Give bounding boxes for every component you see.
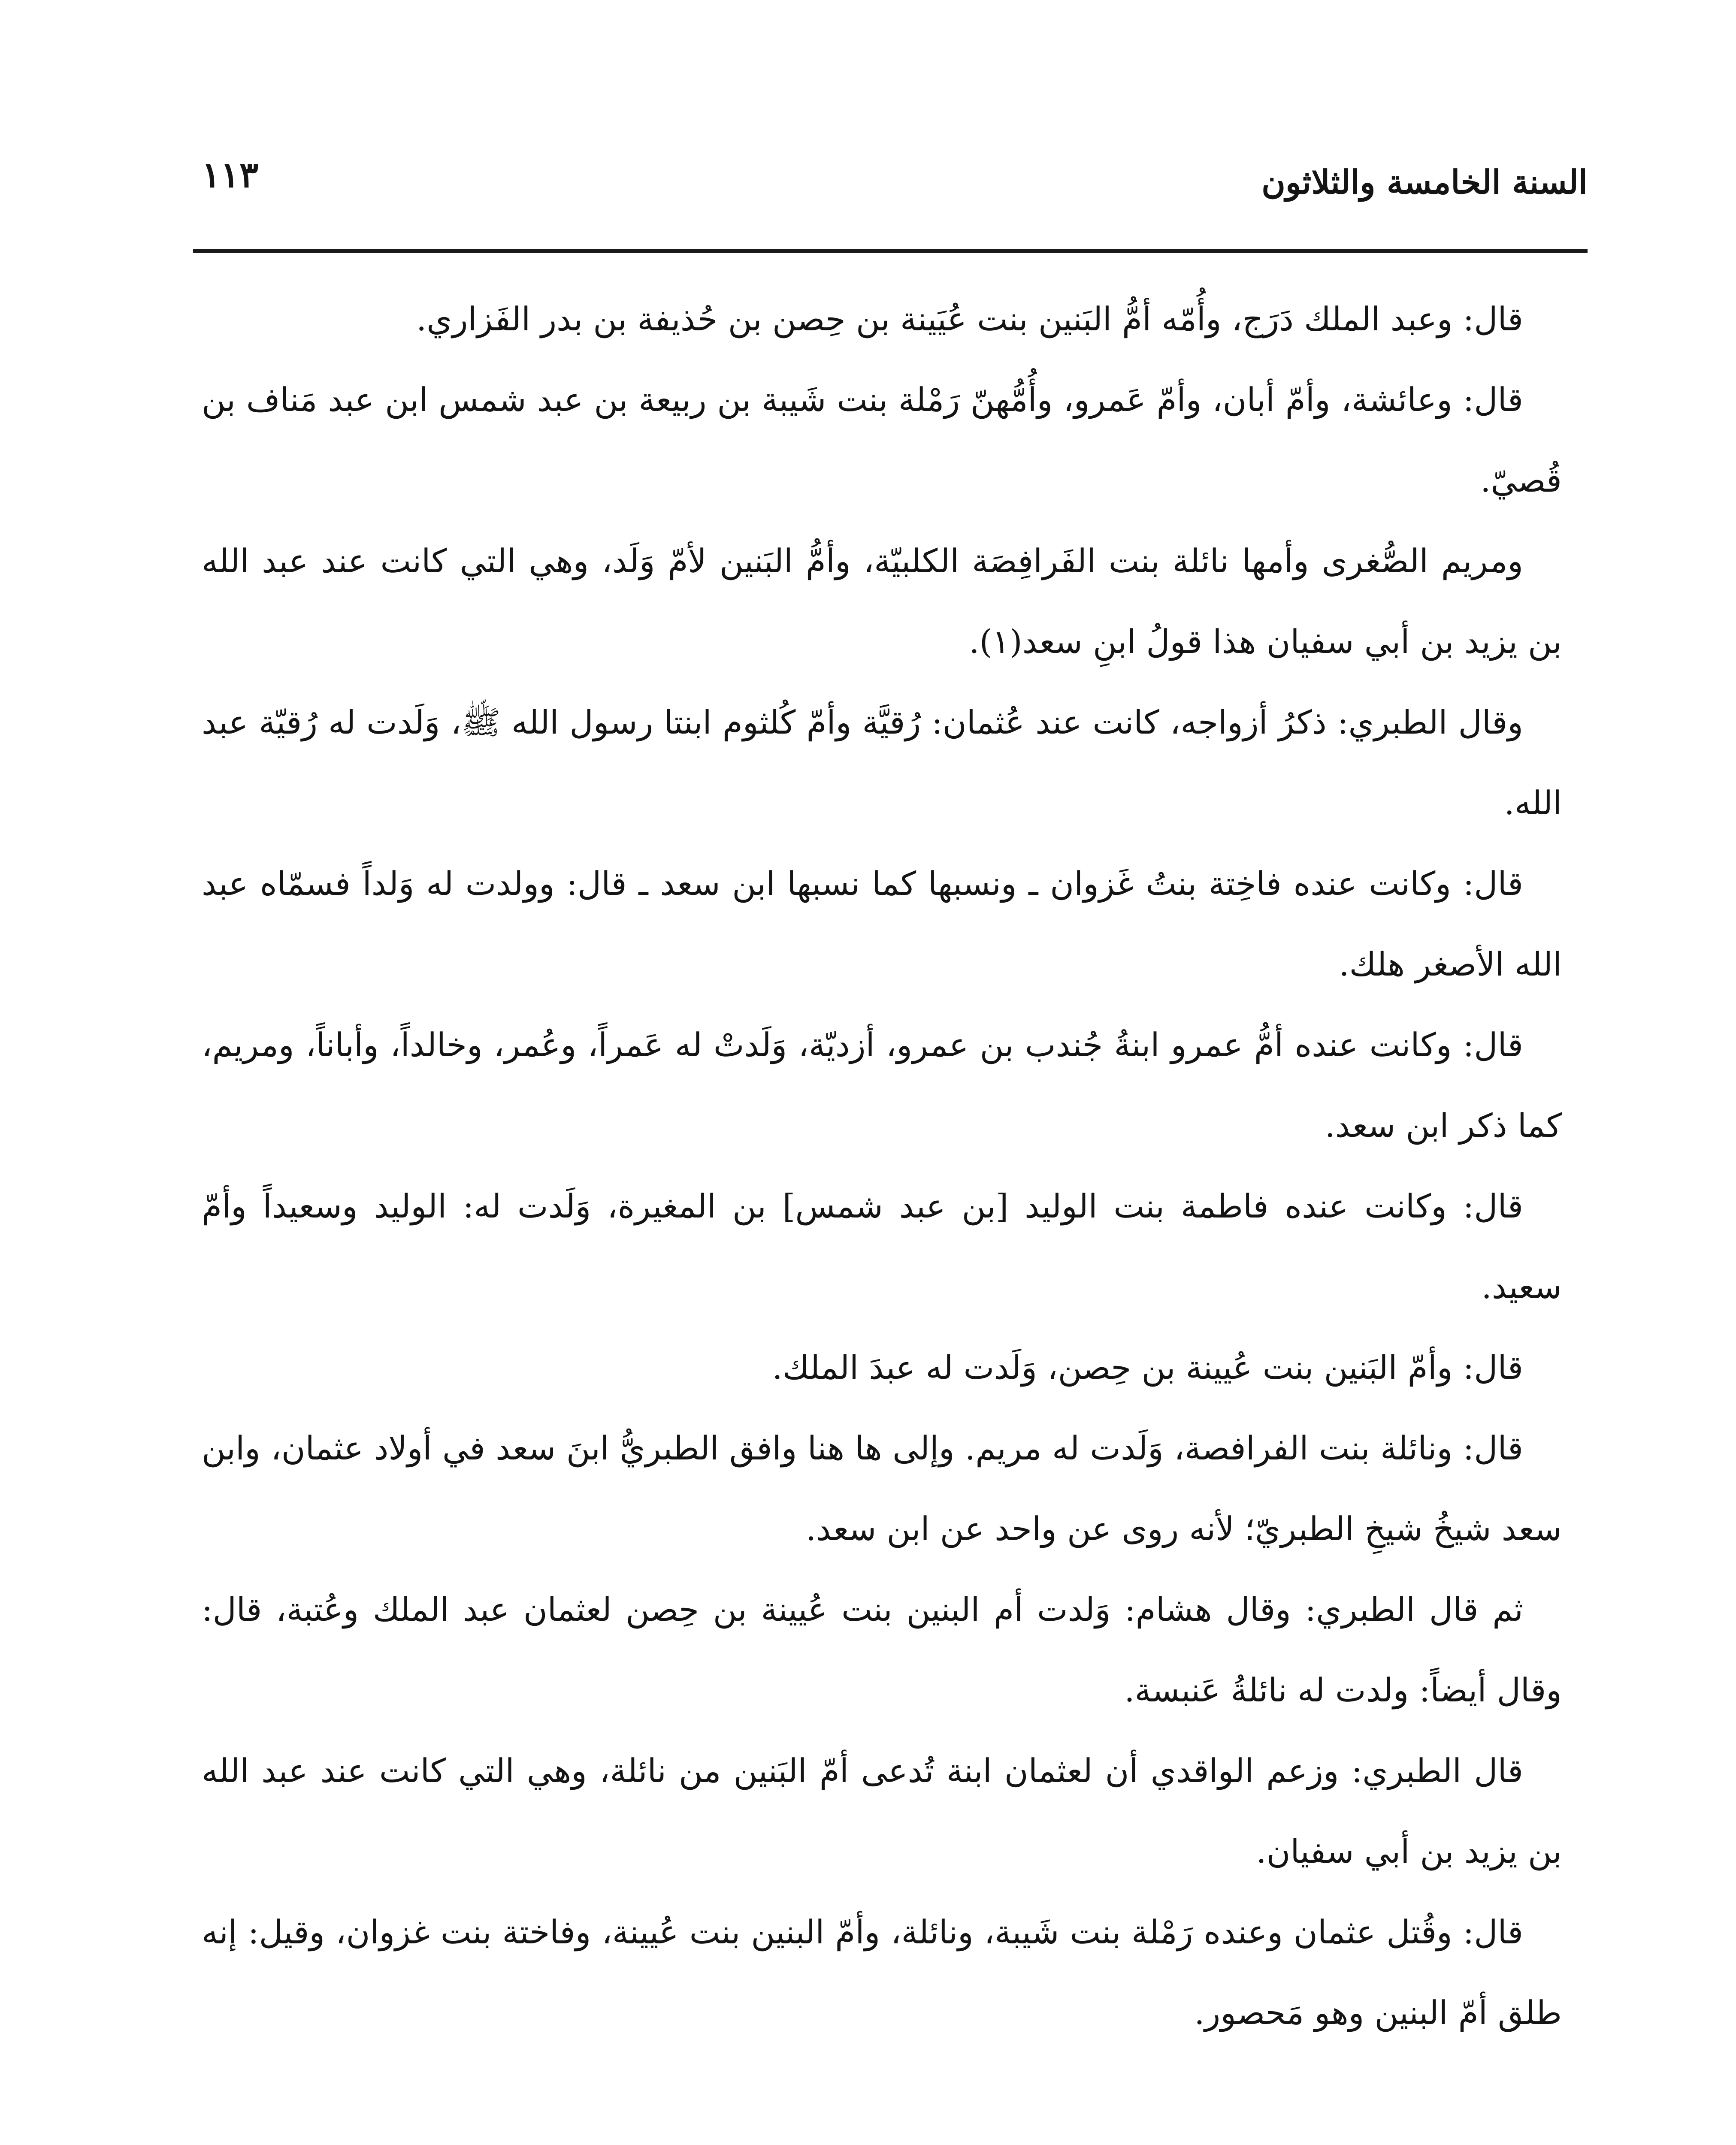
- paragraph: قال: وأمّ البَنين بنت عُيينة بن حِصن، وَلَدت له عبدَ الملك.: [772, 1348, 1523, 1387]
- paragraph: قال: وعبد الملك دَرَج، وأُمّه أمُّ البَنين بنت عُيَينة بن حِصن بن حُذيفة بن بدر الفَزاري.: [416, 300, 1523, 338]
- paragraph: وقال الطبري: ذكرُ أزواجه، كانت عند عُثمان: رُقيَّة وأمّ كُلثوم ابنتا رسول الله ﷺ، وَلَدت له رُقيّة عبد الله.: [202, 703, 1562, 822]
- page-number: ١١٣: [202, 154, 259, 196]
- page-header: [193, 154, 1588, 227]
- paragraph: ثم قال الطبري: وقال هشام: وَلدت أم البنين بنت عُيينة بن حِصن لعثمان عبد الملك وعُتبة، قال: وقال أيضاً: ولدت له نائلةُ عَنبسة.: [202, 1590, 1562, 1709]
- header-rule: [193, 249, 1588, 253]
- paragraph: قال: وعائشة، وأمّ أبان، وأمّ عَمرو، وأُمُّهنّ رَمْلة بنت شَيبة بن ربيعة بن عبد شمس ابن عبد مَناف بن قُصيّ.: [202, 381, 1562, 499]
- paragraph: قال: وكانت عنده فاطمة بنت الوليد [بن عبد شمس] بن المغيرة، وَلَدت له: الوليد وسعيداً وأمّ سعيد.: [202, 1187, 1562, 1306]
- running-title: السنة الخامسة والثلاثون: [1261, 163, 1588, 201]
- paragraph: قال: وكانت عنده فاخِتة بنتُ غَزوان ـ ونسبها كما نسبها ابن سعد ـ قال: وولدت له وَلداً فسمّاه عبد الله الأصغر هلك.: [202, 864, 1562, 983]
- paragraph: قال: وقُتل عثمان وعنده رَمْلة بنت شَيبة، ونائلة، وأمّ البنين بنت عُيينة، وفاختة بنت غزوان، وقيل: إنه طلق أمّ البنين وهو مَحصور.: [202, 1913, 1562, 2032]
- paragraph: ومريم الصُّغرى وأمها نائلة بنت الفَرافِصَة الكلبيّة، وأمُّ البَنين لأمّ وَلَد، وهي التي كانت عند عبد الله بن يزيد بن أبي سفيان هذا قولُ ابنِ سعد(١).: [202, 542, 1562, 661]
- paragraph: قال: وكانت عنده أمُّ عمرو ابنةُ جُندب بن عمرو، أزديّة، وَلَدتْ له عَمراً، وعُمر، وخالداً، وأباناً، ومريم، كما ذكر ابن سعد.: [202, 1026, 1562, 1145]
- paragraph: قال الطبري: وزعم الواقدي أن لعثمان ابنة تُدعى أمّ البَنين من نائلة، وهي التي كانت عند عبد الله بن يزيد بن أبي سفيان.: [202, 1752, 1562, 1870]
- paragraph: قال: ونائلة بنت الفرافصة، وَلَدت له مريم. وإلى ها هنا وافق الطبريُّ ابنَ سعد في أولاد عثمان، وابن سعد شيخُ شيخِ الطبريّ؛ لأنه روى عن واحد عن ابن سعد.: [202, 1429, 1562, 1548]
- main-text: [202, 279, 1562, 2053]
